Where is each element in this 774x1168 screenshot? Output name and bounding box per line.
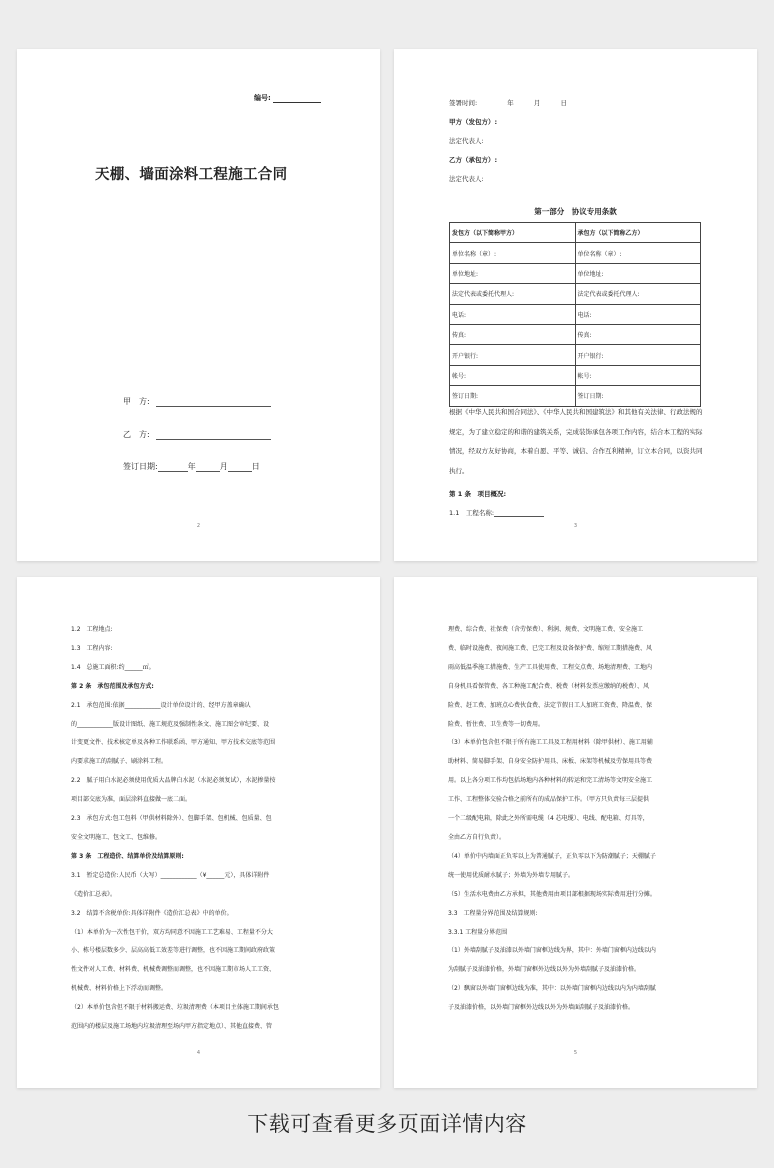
party-a-field [123, 396, 271, 407]
party-info-table [449, 222, 701, 407]
legal-rep-b: 法定代表人: [449, 175, 484, 183]
table-header-cell: 发包方（以下简称甲方） [450, 223, 576, 243]
table-cell: 帐号: [575, 365, 701, 385]
contract-parties-page [394, 49, 757, 561]
text-line: 2.1 承包范围:依据____________设计单位设计的、经甲方盖章确认 [71, 701, 251, 709]
table-row [450, 243, 701, 263]
contract-title: 天棚、墙面涂料工程施工合同 [95, 167, 288, 183]
table-row [450, 365, 701, 385]
text-line: 费、临时设施费、夜间施工费、已完工程及设备保护费、缩短工期措施费、风 [448, 644, 653, 652]
text-line: 安全文明施工、包文工、包维修。 [71, 833, 162, 841]
party-a-heading: 甲方（发包方）: [449, 118, 498, 126]
month-label: 月 [219, 462, 228, 471]
party-a-label: 甲 方: [123, 397, 150, 406]
project-name-label: 1.1 工程名称: [449, 509, 495, 517]
text-line: 小、栋号楼层数多少、层高高低工效差等进行调整，也不因施工期间政府政策 [71, 947, 276, 955]
table-cell: 签订日期: [575, 386, 701, 406]
day-blank [228, 465, 252, 472]
page-number: 2 [196, 523, 201, 529]
table-cell: 开户银行: [575, 345, 701, 365]
text-line: 理费、综合费、社保费（含劳保费）、利润、规费、文明施工费、安全施工 [448, 626, 644, 633]
text-line: 子及油漆价格，以外墙门窗框外边线以外为外墙面刮腻子及油漆价格。 [448, 1004, 635, 1012]
text-line: 为刮腻子及油漆价格，外墙门窗框外边线以外为外墙刮腻子及油漆价格。 [448, 966, 641, 974]
text-line: （5）生活水电费由乙方承担，其他费用由项目部根据现场实际费用进行分摊。 [448, 890, 656, 898]
text-line: 3.1 暂定总造价:人民币（大写）____________（¥______元），具体详附件 [71, 871, 270, 879]
table-cell: 帐号: [450, 365, 576, 385]
text-line: 项目部交底为准，面层涂料直接做一底二面。 [71, 796, 192, 804]
table-row [450, 345, 701, 365]
contract-number-blank [273, 97, 321, 103]
party-a-blank [156, 400, 271, 407]
table-cell: 单位名称（章）: [575, 243, 701, 263]
text-line: 用。以上各分项工作均包括场地内各种材料的转运和完工清场等文明安全施工 [448, 777, 653, 785]
text-line: 1.4 总施工面积:约______㎡。 [71, 663, 155, 671]
year-blank [158, 465, 188, 472]
contract-cover-page [17, 49, 380, 561]
table-cell: 单位名称（章）: [450, 243, 576, 263]
intro-paragraph: 根据《中华人民共和国合同法》、《中华人民共和国建筑法》和其他有关法律、行政法规的规定，为了建立稳定的和谐的建筑关系，完成装饰承包各项工作内容，结合本工程的实际情况，经双方友好协商，本着自愿、平等、诚信、合作互利精神，订立本合同，以资共同执行。 [449, 408, 703, 475]
table-row [450, 304, 701, 324]
table-cell: 法定代表或委托代理人: [575, 284, 701, 304]
table-row [450, 324, 701, 344]
project-name-field [449, 508, 544, 517]
table-row [450, 284, 701, 304]
text-line: 第 2 条 承包范围及承包方式: [71, 682, 154, 690]
text-line: 机械费、材料价格上下浮动而调整。 [71, 985, 168, 993]
text-line: 自身机具看保管费、各工种施工配合费、税费（材料发票应缴纳的税费）、风 [448, 682, 650, 690]
article-1-heading: 第 1 条 项目概况: [449, 490, 507, 498]
page-number: 5 [573, 1050, 578, 1056]
sign-year-label: 年 [507, 99, 514, 107]
text-line: （1）本单价为一次性包干价，双方均同意不因施工工艺难易、工程量不分大 [71, 928, 273, 936]
contract-number-label: 编号: [254, 94, 271, 102]
sign-day-label: 日 [560, 99, 567, 107]
table-cell: 单位地址: [575, 263, 701, 283]
table-header-row [450, 223, 701, 243]
table-cell: 传真: [575, 324, 701, 344]
text-line: 助材料、简易脚手架、自身安全防护用具、床板、床架等机械及劳保用具等费 [448, 758, 653, 766]
text-line: 3.3 工程量分界范围及结算规则: [448, 909, 538, 917]
text-line: 2.2 腻子用白水泥必须使用优质大品牌白水泥（水泥必须复试），水泥掺量按 [71, 777, 276, 785]
table-cell: 电话: [450, 304, 576, 324]
sign-time-line [449, 98, 567, 107]
party-b-label: 乙 方: [123, 430, 150, 439]
sign-date-field [123, 461, 260, 472]
table-header-cell: 承包方（以下简称乙方） [575, 223, 701, 243]
text-line: 雨高低温季施工措施费、生产工具使用费、工程交点费、场地清理费、工地内 [448, 663, 653, 671]
text-line: 1.3 工程内容: [71, 644, 113, 652]
contract-number-field [254, 93, 321, 103]
table-row [450, 263, 701, 283]
text-line: 第 3 条 工程造价、结算单价及结算原则: [71, 852, 184, 860]
text-line: 范围内的楼层及施工场地内垃圾清理至场内甲方指定地点）、其他直接费、管 [71, 1023, 273, 1031]
sign-date-label: 签订日期: [123, 462, 158, 471]
text-line: 计变更文件、技术核定单及各种工作联系函、甲方通知、甲方技术交底等范围 [71, 739, 276, 747]
text-line: 1.2 工程地点: [71, 626, 113, 633]
year-label: 年 [187, 462, 196, 471]
page-number: 3 [573, 523, 578, 529]
text-line: （3）本单价包含但不限于所有施工工具及工程用材料（除甲供材）、施工用辅 [448, 739, 653, 747]
table-cell: 法定代表或委托代理人: [450, 284, 576, 304]
text-line: 全由乙方自行负责）。 [448, 833, 506, 841]
text-line: 统一使用优质耐水腻子；外墙为外墙专用腻子。 [448, 871, 575, 879]
page-number: 4 [196, 1050, 201, 1056]
party-b-heading: 乙方（承包方）: [449, 156, 498, 164]
contract-terms-page-5 [394, 577, 757, 1088]
text-line: （2）飘窗以外墙门窗框边线为准，其中：以外墙门窗框内边线以内为内墙刮腻 [448, 985, 656, 993]
month-blank [196, 465, 220, 472]
text-line: （4）单价中内墙面正负零以上为普通腻子，正负零以下为防潮腻子；天棚腻子 [448, 852, 656, 860]
day-label: 日 [251, 462, 260, 471]
table-cell: 开户银行: [450, 345, 576, 365]
party-b-field [123, 429, 271, 440]
text-line: （2）本单价包含但不限于材料搬运费、垃圾清理费（本项目主体施工期间承包 [71, 1004, 279, 1012]
sign-time-label: 签署时间: [449, 99, 478, 107]
table-cell: 单位地址: [450, 263, 576, 283]
sign-month-label: 月 [533, 99, 541, 107]
text-line: 内要求施工的刮腻子、刷涂料工程。 [71, 758, 168, 766]
party-b-blank [156, 433, 271, 440]
legal-rep-a: 法定代表人: [449, 137, 484, 145]
download-caption: 下载可查看更多页面详情内容 [247, 1112, 527, 1136]
table-cell: 签订日期: [450, 386, 576, 406]
table-cell: 传真: [450, 324, 576, 344]
text-line: 《造价汇总表》。 [71, 890, 117, 898]
text-line: 险费、暂住费、卫生费等一切费用。 [448, 720, 545, 728]
text-line: 3.3.1 工程量分界范围 [448, 928, 508, 936]
section-title: 第一部分 协议专用条款 [534, 207, 617, 216]
text-line: （1）外墙刮腻子及油漆以外墙门窗框边线为界，其中：外墙门窗框内边线以内 [448, 947, 656, 955]
text-line: 性文件对人工费、材料费、机械费调整而调整，也不因施工期市场人工工资、 [71, 966, 276, 974]
project-name-blank [494, 511, 544, 517]
terms-text [71, 621, 327, 1037]
text-line: 一个二级配电箱，除此之外所需电缆（4 芯电缆）、电线、配电箱、灯具等， [448, 815, 649, 823]
text-line: 的____________版设计图纸、施工规范及强制性条文、施工图会审纪要、设 [71, 720, 270, 728]
text-line: 2.3 承包方式:包工包料（甲供材料除外）、包脚手架、包机械、包质量、包 [71, 815, 272, 823]
text-line: 3.2 结算不含税单价:具体详附件《造价汇总表》中的单价。 [71, 909, 233, 917]
terms-text [448, 621, 704, 1018]
table-cell: 电话: [575, 304, 701, 324]
text-line: 险费、赶工费、加班点心费伙食费、法定节假日工人加班工资费、降温费、保 [448, 701, 653, 709]
text-line: 工作、工程整体交验合格之前所有的成品保护工作。（甲方只负责每三层提供 [448, 796, 650, 804]
contract-terms-page-4 [17, 577, 380, 1088]
